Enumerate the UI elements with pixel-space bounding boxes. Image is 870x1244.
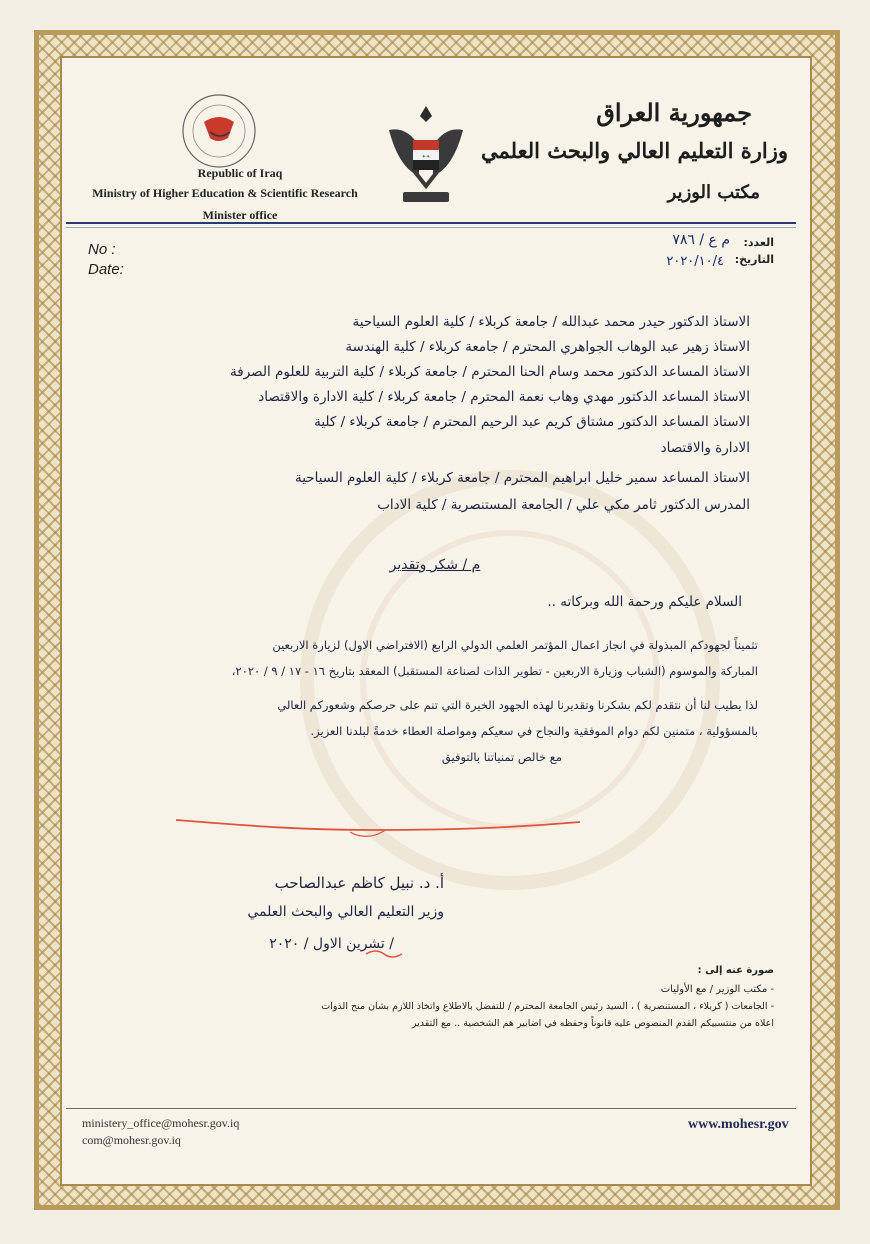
recipient-line: الادارة والاقتصاد	[660, 440, 750, 456]
ar-date-label: التاريخ:	[734, 253, 774, 266]
cc-item: - مكتب الوزير / مع الأوليات	[660, 984, 774, 995]
body-line: بالمسؤولية ، متمنين لكم دوام الموفقية والنجاح في سعيكم ومواصلة العطاء خدمةً لبلدنا العزيز.	[310, 724, 758, 738]
subject: م / شكر وتقدير	[389, 557, 481, 573]
red-mark	[364, 946, 404, 960]
date-label: Date:	[88, 261, 124, 278]
signature-date: / تشرين الاول / ٢٠٢٠	[269, 936, 394, 952]
signature-scribble	[170, 808, 590, 858]
footer-email-2[interactable]: com@mohesr.gov.iq	[82, 1133, 181, 1147]
ministry-seal-watermark-inner	[360, 530, 660, 830]
signatory-title: وزير التعليم العالي والبحث العلمي	[247, 904, 444, 920]
cc-item: اعلاه من منتسبيكم القدم المنصوص عليه قانوناً وحفظه في اضابير هم الشخصية .. مع التقدير	[411, 1018, 774, 1029]
svg-text:✦✦: ✦✦	[421, 154, 431, 160]
footer-email[interactable]: ministery_office@mohesr.gov.iq	[82, 1116, 240, 1130]
recipient-line: الاستاذ المساعد الدكتور محمد وسام الحنا المحترم / جامعة كربلاء / كلية التربية للعلوم الصرفة	[230, 364, 750, 380]
en-ministry: Ministry of Higher Education & Scientific Research	[92, 186, 358, 200]
recipient-line: الاستاذ المساعد سمير خليل ابراهيم المحترم / جامعة كربلاء / كلية العلوم السياحية	[294, 470, 750, 486]
en-office: Minister office	[202, 208, 278, 222]
no-label: No :	[88, 241, 116, 258]
body-line: المباركة والموسوم (الشباب وزيارة الاربعين - تطوير الذات لصناعة المستقبل) المعقد بتاريخ ١٦ - ١٧ / ٩ / ٢٠٢٠،	[231, 664, 758, 678]
recipient-line: الاستاذ المساعد الدكتور مشتاق كريم عبد الرحيم المحترم / جامعة كربلاء / كلية	[314, 414, 750, 430]
greeting: السلام عليكم ورحمة الله وبركاته ..	[547, 594, 742, 610]
recipient-line: الاستاذ المساعد الدكتور مهدي وهاب نعمة المحترم / جامعة كربلاء / كلية الادارة والاقتصاد	[258, 389, 750, 405]
header-rule	[66, 222, 796, 224]
ref-date: ٢٠٢٠/١٠/٤	[666, 254, 724, 269]
recipient-line: الاستاذ الدكتور حيدر محمد عبدالله / جامعة كربلاء / كلية العلوم السياحية	[352, 314, 750, 330]
body-line: تثميناً لجهودكم المبذولة في انجاز اعمال المؤتمر العلمي الدولي الرابع (الافتراضي الاول) لزيارة الاربعين	[272, 638, 758, 652]
en-country: Republic of Iraq	[197, 166, 283, 180]
recipient-line: المدرس الدكتور ثامر مكي علي / الجامعة المستنصرية / كلية الاداب	[377, 497, 750, 513]
ar-country: جمهورية العراق	[596, 98, 752, 127]
footer-rule	[66, 1108, 796, 1109]
ar-ministry: وزارة التعليم العالي والبحث العلمي	[481, 138, 788, 163]
cc-label: صورة عنه إلى :	[697, 965, 774, 976]
ar-office: مكتب الوزير	[667, 182, 760, 203]
iraq-eagle-emblem	[385, 100, 467, 210]
body-line: مع خالص تمنياتنا بالتوفيق	[441, 750, 562, 764]
signatory-name: أ. د. نبيل كاظم عبدالصاحب	[274, 874, 444, 892]
header-rule-2	[66, 227, 796, 228]
body-line: لذا يطيب لنا أن نتقدم لكم بشكرنا وتقديرنا لهذه الجهود الخيرة التي تنم على حرصكم وشعوركم العالي	[277, 698, 758, 712]
ar-no-label: العدد:	[743, 236, 774, 249]
recipient-line: الاستاذ زهير عبد الوهاب الجواهري المحترم / جامعة كربلاء / كلية الهندسة	[345, 339, 750, 355]
ref-number: م ع / ٧٨٦	[672, 232, 730, 248]
cc-item: - الجامعات ( كربلاء ، المستنصرية ) ، السيد رئيس الجامعة المحترم / للتفضل بالاطلاع واتخاذ اللازم بشان منح الذوات	[321, 1001, 774, 1012]
university-logo	[180, 92, 258, 170]
footer-website[interactable]: www.mohesr.gov	[688, 1117, 789, 1132]
